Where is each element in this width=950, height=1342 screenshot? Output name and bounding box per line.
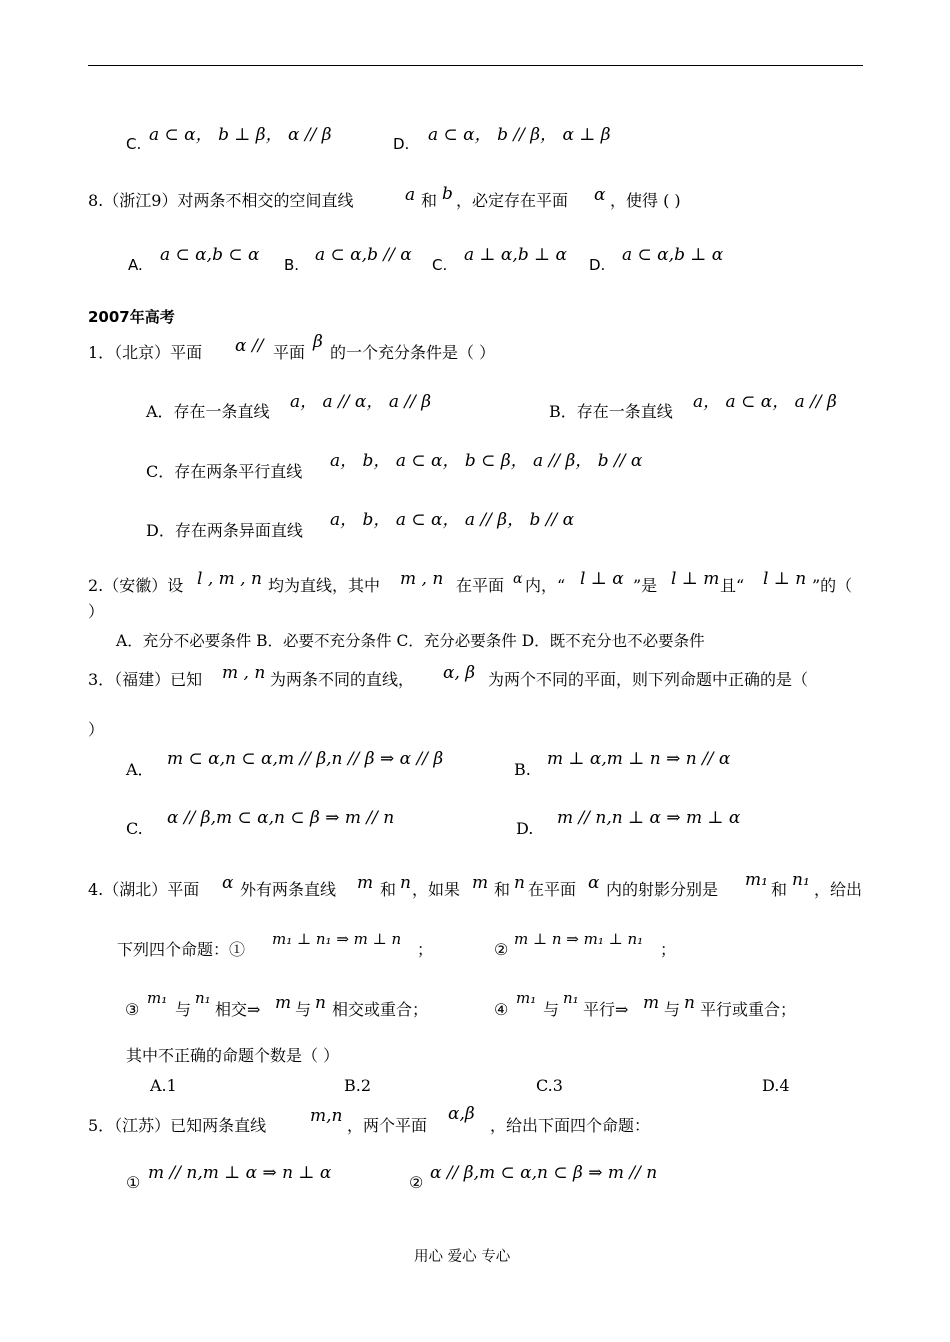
q4-prop2: m ⊥ n ⇒ m₁ ⊥ n₁ [514,930,644,948]
q4-prop3-label: ③ [125,1000,140,1019]
q8-prefix: 8.（浙江9）对两条不相交的空间直线 [88,191,354,210]
q2-mid2: 在平面 [456,576,505,595]
q5-prop1: m // n,m ⊥ α ⇒ n ⊥ α [148,1163,332,1183]
q4-mid3: 在平面 [528,880,577,899]
q3-vars: m , n [222,663,266,683]
q4-prop3-m: m [275,993,292,1013]
q4-prop3-m1: m₁ [147,989,168,1007]
q7-option-c-label: C. [126,135,142,153]
q1-alpha: α [235,336,247,356]
q3-option-b-expr: m ⊥ α,m ⊥ n ⇒ n // α [547,749,731,769]
q7-option-c-expr: a ⊂ α， b ⊥ β， α // β [149,125,332,145]
q1-option-d-label: D．存在两条异面直线 [146,521,303,540]
q7-option-d-label: D. [393,135,410,153]
q4-and3: 和 [771,880,788,899]
q1-option-b-label: B．存在一条直线 [549,402,673,421]
q4-prop4-m: m [643,993,660,1013]
q3-suffix: 为两个不同的平面，则下列命题中正确的是（ [488,670,809,689]
q8-option-c-expr: a ⊥ α,b ⊥ α [464,245,567,265]
q5-vars: m,n [310,1106,343,1126]
q4-mid1: 外有两条直线 [240,880,337,899]
q3-option-c-label: C. [126,819,143,838]
q5-prop1-label: ① [126,1173,141,1192]
q3-option-a-label: A． [126,760,154,779]
q4-m: m [357,873,374,893]
q8-var-b: b [442,184,453,204]
q8-suffix: ，使得 ( ) [610,191,681,210]
q4-and2: 和 [494,880,511,899]
q8-var-alpha: α [594,185,606,205]
q4-mid2: ，如果 [412,880,461,899]
q2-options: A．充分不必要条件 B．必要不充分条件 C．充分必要条件 D．既不充分也不必要条件 [116,632,705,650]
q1-option-c-label: C．存在两条平行直线 [146,462,303,481]
q3-option-d-label: D. [516,819,534,838]
q1-beta: β [313,332,323,352]
q5-prop2: α // β,m ⊂ α,n ⊂ β ⇒ m // n [430,1163,658,1183]
q1-option-d-expr: a， b， a ⊂ α， a // β， b // α [330,510,575,530]
q4-option-a: A.1 [150,1076,177,1095]
q2-mid1: 均为直线，其中 [268,576,381,595]
q8-middle: ，必定存在平面 [456,191,569,210]
q2-mid5: 且“ [720,576,745,595]
q2-vars2: m , n [400,569,444,589]
page-footer: 用心 爱心 专心 [414,1249,511,1265]
q2-cond3: l ⊥ n [763,569,807,589]
q2-prefix: 2.（安徽）设 [88,576,184,595]
q4-m1: m₁ [745,870,768,890]
q1-parallel: // [252,336,264,356]
q4-option-b: B.2 [344,1076,372,1095]
q2-alpha: α [513,571,523,587]
section-title: 2007年高考 [88,308,175,326]
q5-prefix: 5．（江苏）已知两条直线 [88,1116,267,1135]
q3-close: ） [88,720,105,739]
q5-mid: ，两个平面 [347,1116,428,1135]
q8-option-c-label: C. [432,256,448,274]
q4-prefix: 4.（湖北）平面 [88,880,200,899]
q4-prop1: m₁ ⊥ n₁ ⇒ m ⊥ n [272,930,402,948]
q4-alpha2: α [588,873,600,893]
q4-suffix: ，给出 [814,880,863,899]
q4-n1: n₁ [792,870,810,890]
q2-cond2: l ⊥ m [671,569,720,589]
q8-and: 和 [421,191,438,210]
q4-prop4-parallel: 平行⇒ [583,1000,629,1019]
q1-option-a-expr: a， a // α， a // β [290,392,432,412]
q4-mid4: 内的射影分别是 [606,880,719,899]
q2-suffix: ”的（ [812,576,853,595]
q4-and1: 和 [380,880,397,899]
q5-planes: α,β [448,1104,475,1124]
q4-n: n [400,873,411,893]
q4-prop4-label: ④ [494,1000,509,1019]
q5-suffix: ，给出下面四个命题： [490,1116,651,1135]
q3-planes: α, β [443,663,476,683]
q3-option-a-expr: m ⊂ α,n ⊂ α,m // β,n // β ⇒ α // β [167,749,444,769]
q2-vars: l , m , n [197,569,262,589]
q4-prop3-text: 相交或重合； [332,1000,429,1019]
q4-semi2: ； [660,940,677,959]
q4-prop4-with2: 与 [664,1000,681,1019]
q4-prop4-text: 平行或重合； [700,1000,797,1019]
q3-option-d-expr: m // n,n ⊥ α ⇒ m ⊥ α [557,808,741,828]
q8-option-d-label: D. [589,256,606,274]
q5-prop2-label: ② [409,1173,424,1192]
q8-option-b-label: B. [284,256,300,274]
q2-close: ） [88,602,105,621]
q2-mid3: 内，“ [525,576,566,595]
q1-mid: 平面 [273,343,306,362]
q2-cond1: l ⊥ α [580,569,624,589]
q3-prefix: 3．（福建）已知 [88,670,203,689]
q4-semi1: ； [417,940,434,959]
q1-option-b-expr: a， a ⊂ α， a // β [693,392,837,412]
q2-mid4: ”是 [633,576,658,595]
q4-prop3-with: 与 [175,1000,192,1019]
q8-option-a-expr: a ⊂ α,b ⊂ α [160,245,260,265]
q4-prop4-m1: m₁ [516,989,537,1007]
q4-n2: n [514,873,525,893]
q4-m2: m [472,873,489,893]
q3-mid1: 为两条不同的直线， [270,670,415,689]
q4-prop2-label: ② [494,940,509,959]
q4-prop4-n1: n₁ [563,989,579,1007]
q8-var-a: a [405,185,416,205]
q4-prop4-n: n [684,993,695,1013]
q1-option-a-label: A．存在一条直线 [146,402,270,421]
q3-option-b-label: B. [514,760,531,779]
q1-suffix: 的一个充分条件是（ ） [330,343,496,362]
q4-line2-prefix: 下列四个命题：① [117,940,246,959]
q1-prefix: 1．（北京）平面 [88,343,203,362]
q1-option-c-expr: a， b， a ⊂ α， b ⊂ β， a // β， b // α [330,451,643,471]
q7-option-d-expr: a ⊂ α， b // β， α ⊥ β [428,125,611,145]
q4-question: 其中不正确的命题个数是（ ） [126,1046,340,1065]
q3-option-c-expr: α // β,m ⊂ α,n ⊂ β ⇒ m // n [167,808,395,828]
q4-option-c: C.3 [536,1076,563,1095]
q4-option-d: D.4 [762,1076,790,1095]
q4-prop3-n1: n₁ [195,989,211,1007]
q4-prop4-with: 与 [543,1000,560,1019]
header-rule [88,65,863,66]
q8-option-a-label: A. [128,256,143,274]
q4-alpha: α [222,873,234,893]
q4-prop3-intersect: 相交⇒ [215,1000,261,1019]
q8-option-d-expr: a ⊂ α,b ⊥ α [622,245,724,265]
q8-option-b-expr: a ⊂ α,b // α [315,245,412,265]
q4-prop3-with2: 与 [295,1000,312,1019]
q4-prop3-n: n [315,993,326,1013]
